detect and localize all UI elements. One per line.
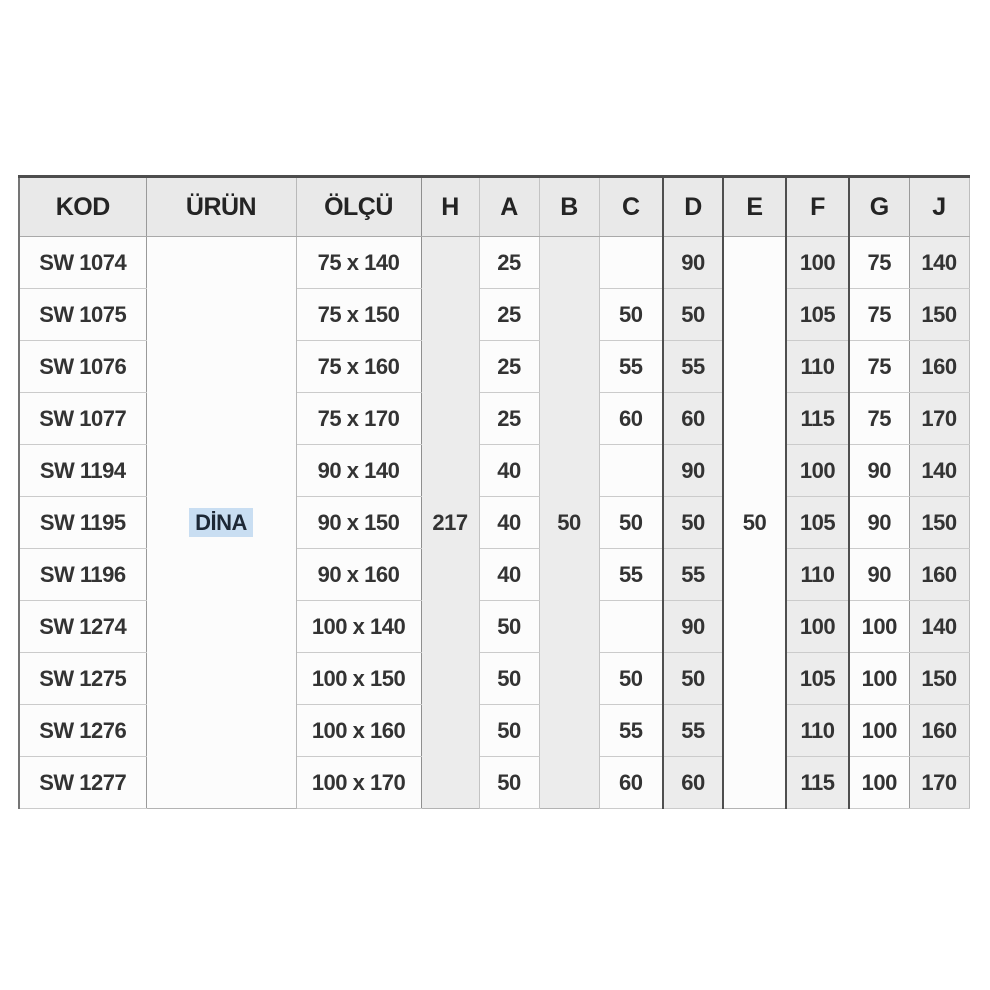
g-cell: 90 [849, 497, 909, 549]
g-cell: 90 [849, 445, 909, 497]
f-cell: 110 [786, 341, 849, 393]
column-header-d: D [663, 177, 723, 237]
j-cell: 160 [909, 549, 969, 601]
a-cell: 50 [479, 601, 539, 653]
kod-cell: SW 1276 [19, 705, 146, 757]
column-header-j: J [909, 177, 969, 237]
kod-cell: SW 1194 [19, 445, 146, 497]
kod-cell: SW 1077 [19, 393, 146, 445]
olcu-cell: 100 x 150 [296, 653, 421, 705]
g-cell: 100 [849, 757, 909, 809]
j-cell: 170 [909, 393, 969, 445]
olcu-cell: 90 x 140 [296, 445, 421, 497]
a-cell: 50 [479, 705, 539, 757]
g-cell: 75 [849, 393, 909, 445]
j-cell: 150 [909, 289, 969, 341]
a-cell: 25 [479, 393, 539, 445]
olcu-cell: 100 x 170 [296, 757, 421, 809]
a-cell: 25 [479, 341, 539, 393]
f-cell: 100 [786, 445, 849, 497]
c-cell: 60 [599, 757, 663, 809]
c-cell: 55 [599, 341, 663, 393]
g-cell: 90 [849, 549, 909, 601]
column-header-kod: KOD [19, 177, 146, 237]
c-cell [599, 445, 663, 497]
c-cell: 50 [599, 497, 663, 549]
column-header-f: F [786, 177, 849, 237]
table-body [19, 237, 969, 809]
j-cell: 150 [909, 497, 969, 549]
d-cell: 55 [663, 705, 723, 757]
table-header [19, 177, 969, 237]
f-cell: 105 [786, 289, 849, 341]
selected-text-dina: DİNA [189, 508, 253, 537]
j-cell: 170 [909, 757, 969, 809]
f-cell: 100 [786, 237, 849, 289]
g-cell: 100 [849, 705, 909, 757]
j-cell: 160 [909, 341, 969, 393]
a-cell: 40 [479, 445, 539, 497]
a-cell: 25 [479, 237, 539, 289]
f-cell: 110 [786, 549, 849, 601]
g-cell: 100 [849, 601, 909, 653]
column-header-g: G [849, 177, 909, 237]
f-cell: 115 [786, 393, 849, 445]
b-merged-cell: 50 [539, 237, 599, 809]
a-cell: 40 [479, 497, 539, 549]
column-header-urun: ÜRÜN [146, 177, 296, 237]
d-cell: 60 [663, 757, 723, 809]
c-cell [599, 601, 663, 653]
kod-cell: SW 1076 [19, 341, 146, 393]
product-spec-table [18, 175, 970, 809]
header-row [19, 177, 969, 237]
g-cell: 75 [849, 341, 909, 393]
kod-cell: SW 1277 [19, 757, 146, 809]
a-cell: 25 [479, 289, 539, 341]
g-cell: 75 [849, 237, 909, 289]
olcu-cell: 100 x 160 [296, 705, 421, 757]
d-cell: 50 [663, 653, 723, 705]
olcu-cell: 100 x 140 [296, 601, 421, 653]
a-cell: 40 [479, 549, 539, 601]
j-cell: 140 [909, 601, 969, 653]
c-cell [599, 237, 663, 289]
c-cell: 55 [599, 549, 663, 601]
f-cell: 110 [786, 705, 849, 757]
f-cell: 105 [786, 497, 849, 549]
a-cell: 50 [479, 653, 539, 705]
d-cell: 50 [663, 289, 723, 341]
j-cell: 160 [909, 705, 969, 757]
kod-cell: SW 1195 [19, 497, 146, 549]
d-cell: 50 [663, 497, 723, 549]
column-header-b: B [539, 177, 599, 237]
table-row [19, 237, 969, 289]
d-cell: 60 [663, 393, 723, 445]
c-cell: 55 [599, 705, 663, 757]
olcu-cell: 75 x 140 [296, 237, 421, 289]
kod-cell: SW 1074 [19, 237, 146, 289]
column-header-olcu: ÖLÇÜ [296, 177, 421, 237]
d-cell: 90 [663, 445, 723, 497]
kod-cell: SW 1275 [19, 653, 146, 705]
column-header-h: H [421, 177, 479, 237]
d-cell: 55 [663, 341, 723, 393]
olcu-cell: 75 x 170 [296, 393, 421, 445]
e-merged-cell: 50 [723, 237, 786, 809]
j-cell: 140 [909, 445, 969, 497]
f-cell: 100 [786, 601, 849, 653]
kod-cell: SW 1196 [19, 549, 146, 601]
f-cell: 105 [786, 653, 849, 705]
j-cell: 140 [909, 237, 969, 289]
urun-merged-cell [146, 237, 296, 809]
column-header-c: C [599, 177, 663, 237]
column-header-a: A [479, 177, 539, 237]
g-cell: 100 [849, 653, 909, 705]
c-cell: 60 [599, 393, 663, 445]
g-cell: 75 [849, 289, 909, 341]
kod-cell: SW 1075 [19, 289, 146, 341]
h-merged-cell: 217 [421, 237, 479, 809]
c-cell: 50 [599, 289, 663, 341]
f-cell: 115 [786, 757, 849, 809]
olcu-cell: 90 x 150 [296, 497, 421, 549]
d-cell: 90 [663, 237, 723, 289]
olcu-cell: 75 x 160 [296, 341, 421, 393]
c-cell: 50 [599, 653, 663, 705]
d-cell: 55 [663, 549, 723, 601]
d-cell: 90 [663, 601, 723, 653]
column-header-e: E [723, 177, 786, 237]
j-cell: 150 [909, 653, 969, 705]
olcu-cell: 90 x 160 [296, 549, 421, 601]
olcu-cell: 75 x 150 [296, 289, 421, 341]
kod-cell: SW 1274 [19, 601, 146, 653]
a-cell: 50 [479, 757, 539, 809]
